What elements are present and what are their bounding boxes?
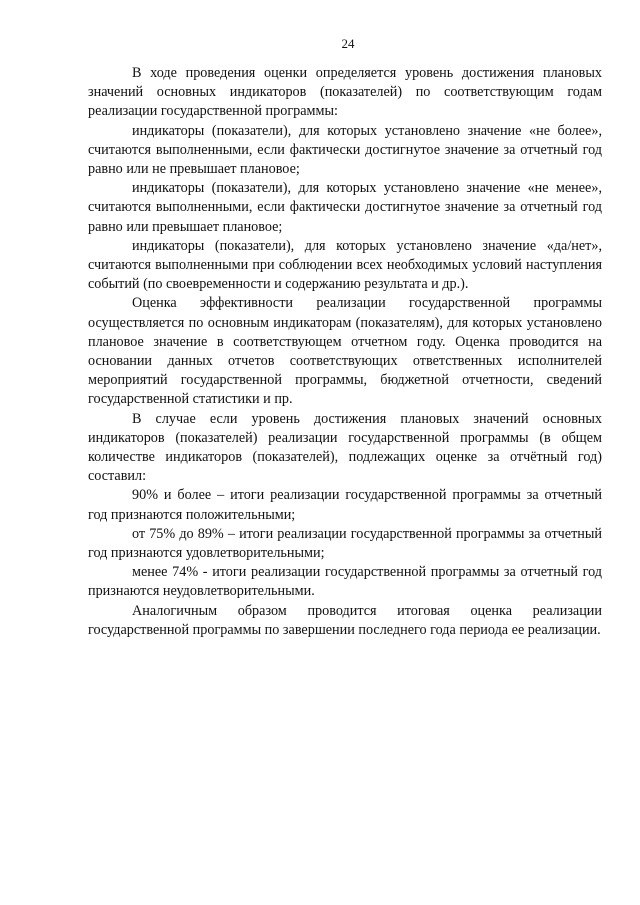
paragraph-level-condition: В случае если уровень достижения плановых значений основных индикаторов (показателей) реализации государственной программы (в общем количестве индикаторов (показателей), подлежащих оценке за отчётный год) составил: <box>88 410 602 485</box>
document-body <box>88 64 602 640</box>
paragraph-satisfactory: от 75% до 89% – итоги реализации государственной программы за отчетный год признаются удовлетворительными; <box>88 525 602 562</box>
paragraph-not-less: индикаторы (показатели), для которых установлено значение «не менее», считаются выполненными, если фактически достигнутое значение за отчетный год равно или превышает плановое; <box>88 180 602 235</box>
paragraph-positive: 90% и более – итоги реализации государственной программы за отчетный год признаются положительными; <box>88 487 602 523</box>
paragraph-assessment-intro: В ходе проведения оценки определяется уровень достижения плановых значений основных индикаторов (показателей) по соответствующим годам реализации государственной программы: <box>88 65 602 120</box>
paragraph-efficiency: Оценка эффективности реализации государственной программы осуществляется по основным индикаторам (показателям), для которых установлено плановое значение в соответствующем отчетном году. Оценка проводится на основании данных отчетов соответствующих ответственных исполнителей мероприятий государственной программы, бюджетной отчетности, сведений государственной статистики и пр. <box>88 295 602 408</box>
paragraph-unsatisfactory: менее 74% - итоги реализации государственной программы за отчетный год признаются неудовлетворительными. <box>88 564 602 600</box>
paragraph-yes-no: индикаторы (показатели), для которых установлено значение «да/нет», считаются выполненными при соблюдении всех необходимых условий наступления событий (по своевременности и содержанию результата и др.). <box>88 237 602 293</box>
paragraph-not-more: индикаторы (показатели), для которых установлено значение «не более», считаются выполненными, если фактически достигнутое значение за отчетный год равно или не превышает плановое; <box>88 122 602 178</box>
paragraph-final-assessment: Аналогичным образом проводится итоговая оценка реализации государственной программы по завершении последнего года периода ее реализации. <box>88 602 602 638</box>
page-number: 24 <box>341 36 355 51</box>
